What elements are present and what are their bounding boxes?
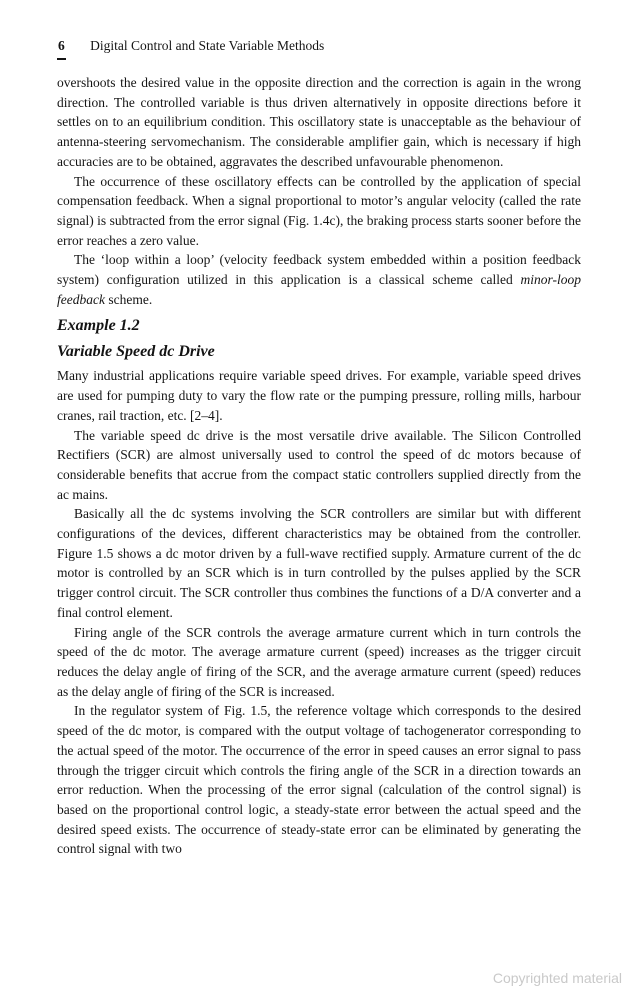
example-heading: Example 1.2 bbox=[57, 317, 140, 335]
text-column bbox=[57, 73, 581, 859]
paragraph bbox=[57, 250, 581, 309]
paragraph: Firing angle of the SCR controls the average armature current which in turn controls the speed of the dc motor. The average armature current (speed) increases as the trigger circuit reduces the delay angle of firing of the SCR, and the average armature current (speed) reduces as the delay angle of firing of the SCR is increased. bbox=[57, 624, 581, 699]
page-header bbox=[58, 37, 582, 55]
paragraph: In the regulator system of Fig. 1.5, the reference voltage which corresponds to the desired speed of the dc motor, is compared with the output voltage of tachogenerator corresponding to the actual speed of the motor. The occurrence of the error in speed causes an error signal to pass through the trigger circuit which controls the firing angle of the SCR in a direction towards an error reduction. When the processing of the error signal (calculation of the control signal) is based on the proportional control logic, a steady-state error between the actual speed and the desired speed exists. The occurrence of steady-state error can be eliminated by generating the control signal with two bbox=[57, 703, 581, 857]
paragraph: The occurrence of these oscillatory effects can be controlled by the application of special compensation feedback. When a signal proportional to motor’s angular velocity (called the rate signal) is subtracted from the error signal (Fig. 1.4c), the braking process starts sooner before the error reaches a zero value. bbox=[57, 173, 581, 248]
paragraph-text: The ‘loop within a loop’ (velocity feedback system embedded within a position feedback system) configuration utilized in this application is a classical scheme called bbox=[57, 252, 581, 288]
paragraph: Many industrial applications require variable speed drives. For example, variable speed drives are used for pumping duty to vary the flow rate or the pumping pressure, rolling mills, harbour cranes, rail traction, etc. [2–4]. bbox=[57, 368, 581, 423]
paragraph: overshoots the desired value in the opposite direction and the correction is again in the wrong direction. The controlled variable is thus driven alternatively in opposite directions before it settles on to an equilibrium condition. This oscillatory state is unacceptable as the behaviour of antenna-steering servomechanism. The considerable amplifier gain, which is necessary if high accuracies are to be obtained, aggravates the described unfavourable phenomenon. bbox=[57, 75, 581, 169]
page-number: 6 bbox=[58, 38, 65, 53]
paragraph-text: scheme. bbox=[104, 291, 153, 307]
paragraph: The variable speed dc drive is the most versatile drive available. The Silicon Controlled Rectifiers (SCR) are almost universally used to control the speed of dc motors because of considerable benefits that accrue from the compact static controllers supplied directly from the ac mains. bbox=[57, 427, 581, 502]
copyright-watermark: Copyrighted material bbox=[492, 970, 622, 986]
running-title: Digital Control and State Variable Methods bbox=[90, 38, 325, 53]
example-title: Variable Speed dc Drive bbox=[57, 343, 215, 361]
emphasis-term: minor-loop feedback bbox=[57, 272, 581, 307]
paragraph: Basically all the dc systems involving the SCR controllers are similar but with different configurations of the devices, different characteristics may be obtained from the controller. Figure 1.5 shows a dc motor driven by a full-wave rectified supply. Armature current of the dc motor is controlled by an SCR which is in turn controlled by the pulses applied by the SCR trigger control circuit. The SCR controller thus combines the functions of a D/A converter and a final control element. bbox=[57, 506, 581, 620]
